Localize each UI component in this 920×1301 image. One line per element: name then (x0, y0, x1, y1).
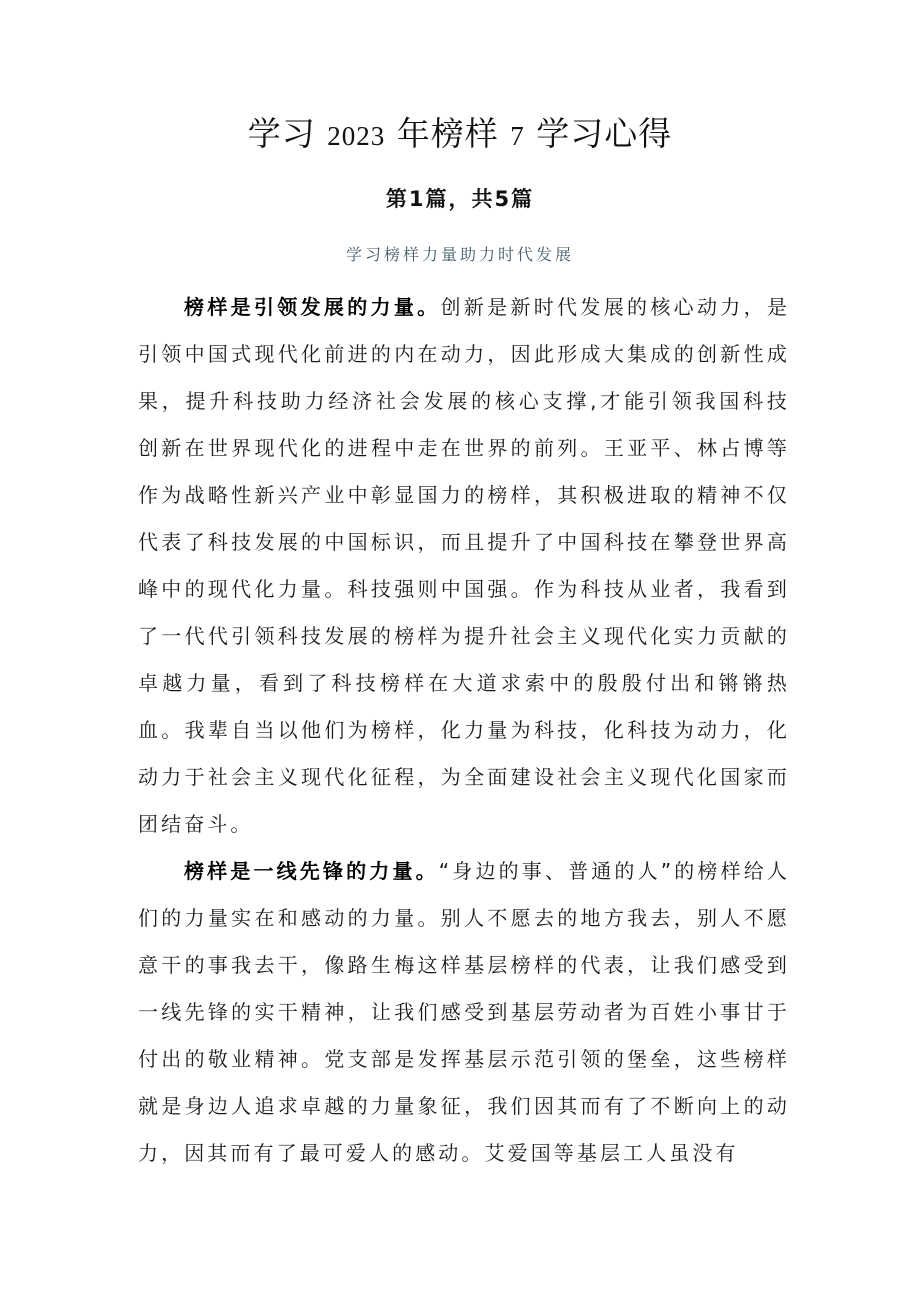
paragraph-text: 创新是新时代发展的核心动力，是引领中国式现代化前进的内在动力，因此形成大集成的创新性成果，提升科技助力经济社会发展的核心支撑,才能引领我国科技创新在世界现代化的进程中走在世界的前列。王亚平、林占博等作为战略性新兴产业中彰显国力的榜样，其积极进取的精神不仅代表了科技发展的中国标识，而且提升了中国科技在攀登世界高峰中的现代化力量。科技强则中国强。作为科技从业者，我看到了一代代引领科技发展的榜样为提升社会主义现代化实力贡献的卓越力量，看到了科技榜样在大道求索中的殷殷付出和锵锵热血。我辈自当以他们为榜样，化力量为科技，化科技为动力，化动力于社会主义现代化征程，为全面建设社会主义现代化国家而团结奋斗。 (138, 295, 791, 836)
paragraph-lead: 榜样是一线先锋的力量。 (184, 859, 439, 883)
title-number: 7 (510, 121, 525, 151)
part-label: 第1篇，共5篇 (385, 187, 535, 211)
title-text: 学习心得 (536, 114, 673, 153)
paragraph-text: “身边的事、普通的人”的榜样给人们的力量实在和感动的力量。别人不愿去的地方我去，别人不愿意干的事我去干，像路生梅这样基层榜样的代表，让我们感受到一线先锋的实干精神，让我们感受到基层劳动者为百姓小事甘于付出的敬业精神。党支部是发挥基层示范引领的堡垒，这些榜样就是身边人追求卓越的力量象征，我们因其而有了不断向上的动力，因其而有了最可爱人的感动。艾爱国等基层工人虽没有 (138, 859, 790, 1165)
title-text: 学习 (247, 114, 316, 153)
document-title (0, 112, 920, 158)
paragraph (138, 284, 790, 848)
article-subtitle: 学习榜样力量助力时代发展 (345, 245, 574, 264)
article-body (138, 284, 790, 1177)
paragraph-lead: 榜样是引领发展的力量。 (184, 295, 441, 319)
title-text: 年榜样 (396, 114, 499, 153)
title-year: 2023 (327, 121, 386, 151)
paragraph (138, 848, 790, 1177)
